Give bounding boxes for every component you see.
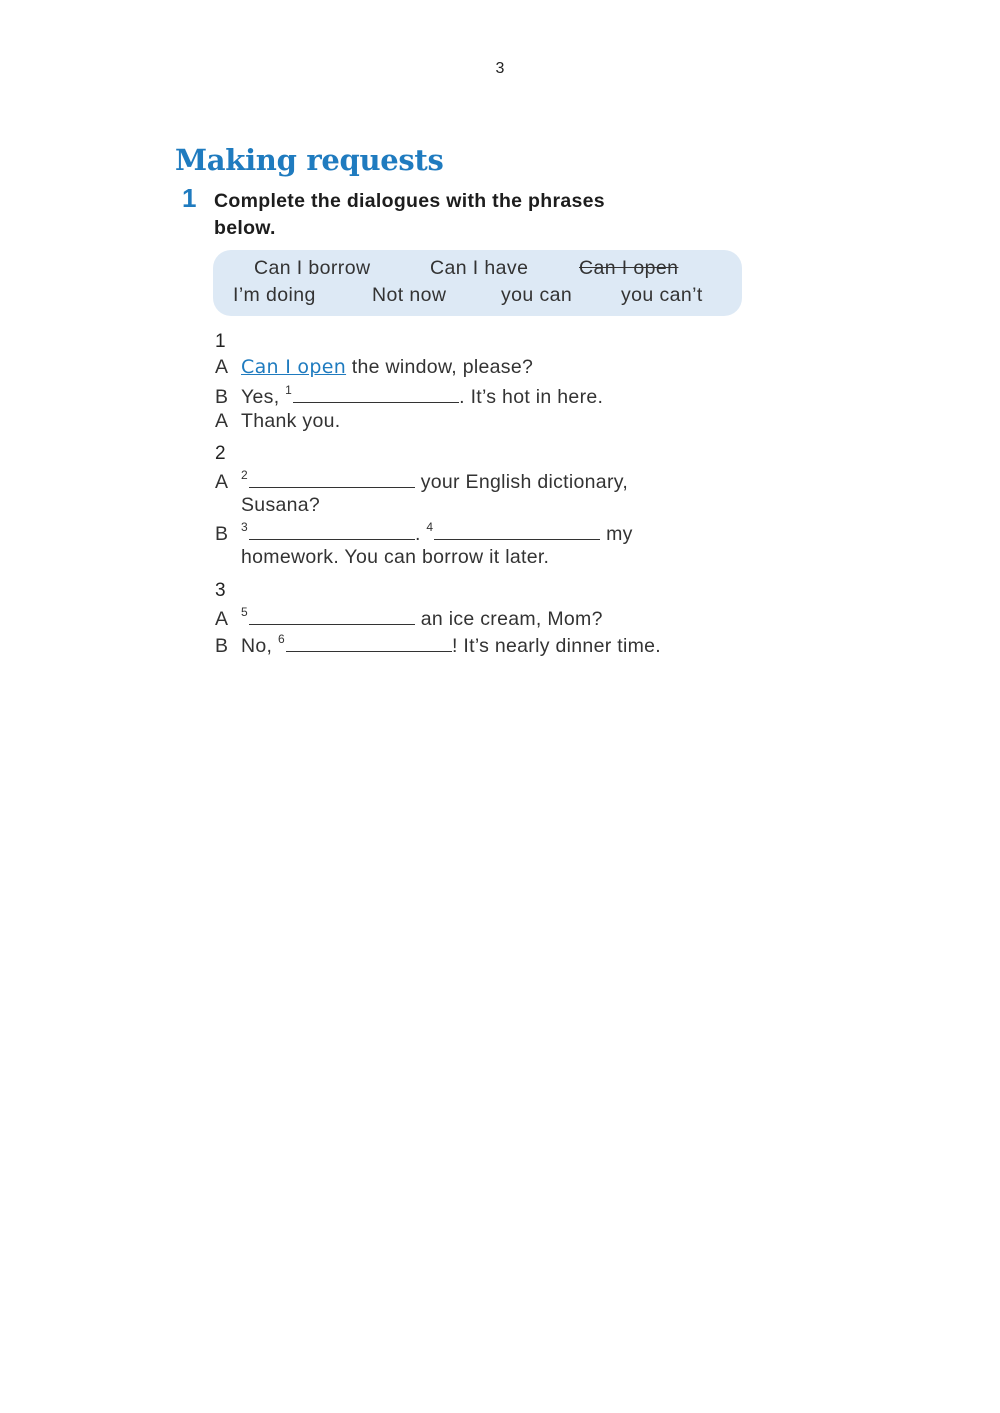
- page-number: 3: [495, 60, 505, 77]
- example-answer: Can I open: [241, 356, 347, 378]
- phrase-you-can: you can: [501, 284, 573, 306]
- dialogue-3-line-b: [215, 632, 661, 658]
- speaker-label: A: [215, 410, 229, 432]
- gap-number: 4: [426, 520, 434, 534]
- dialogue-2-line-a-continued: Susana?: [241, 494, 321, 516]
- gap-number: 3: [241, 520, 248, 534]
- line-text: .: [414, 523, 427, 545]
- phrase-can-i-borrow: Can I borrow: [254, 257, 371, 279]
- phrase-can-i-have: Can I have: [430, 257, 529, 279]
- speaker-label: B: [215, 523, 229, 545]
- phrase-im-doing: I’m doing: [233, 284, 316, 306]
- phrase-you-cant: you can’t: [621, 284, 703, 306]
- instruction-line-2: below.: [214, 217, 276, 239]
- speaker-label: A: [215, 356, 229, 378]
- gap-number: 5: [241, 605, 248, 619]
- answer-blank-4[interactable]: [434, 521, 600, 540]
- answer-blank-6[interactable]: [286, 633, 452, 652]
- speaker-label: A: [215, 471, 229, 493]
- gap-number: 2: [241, 468, 248, 482]
- dialogue-1-line-a: [215, 356, 533, 379]
- exercise-instruction: [214, 188, 734, 242]
- line-text: . It’s hot in here.: [459, 386, 604, 408]
- line-text: ! It’s nearly dinner time.: [451, 635, 661, 657]
- gap-number: 1: [285, 383, 293, 397]
- dialogue-1-number: 1: [215, 331, 226, 352]
- exercise-number: 1: [182, 183, 197, 213]
- gap-number: 6: [277, 632, 285, 646]
- line-text: an ice cream, Mom?: [414, 608, 603, 630]
- line-text: the window, please?: [346, 356, 534, 378]
- answer-blank-5[interactable]: [249, 606, 415, 625]
- dialogue-3-line-a: [215, 605, 603, 631]
- dialogue-2-line-a: [215, 468, 628, 494]
- line-text: No,: [241, 635, 278, 657]
- answer-blank-2[interactable]: [249, 469, 415, 488]
- line-text: Thank you.: [241, 410, 341, 432]
- dialogue-1-line-b: [215, 383, 603, 409]
- speaker-label: B: [215, 635, 229, 657]
- phrase-not-now: Not now: [372, 284, 447, 306]
- phrase-can-i-open-crossed-out: Can I open: [579, 257, 679, 279]
- section-title: Making requests: [175, 143, 444, 177]
- answer-blank-3[interactable]: [249, 521, 415, 540]
- dialogue-3-number: 3: [215, 580, 226, 601]
- dialogue-2-number: 2: [215, 443, 226, 464]
- speaker-label: A: [215, 608, 229, 630]
- line-text: my: [600, 523, 633, 545]
- dialogue-1-line-a2: [215, 410, 340, 433]
- instruction-line-1: Complete the dialogues with the phrases: [214, 190, 605, 212]
- line-text: Yes,: [241, 386, 286, 408]
- line-text: your English dictionary,: [414, 471, 629, 493]
- speaker-label: B: [215, 386, 229, 408]
- answer-blank-1[interactable]: [293, 384, 459, 403]
- dialogue-2-line-b: [215, 520, 633, 546]
- dialogue-2-line-b-continued: homework. You can borrow it later.: [241, 546, 550, 568]
